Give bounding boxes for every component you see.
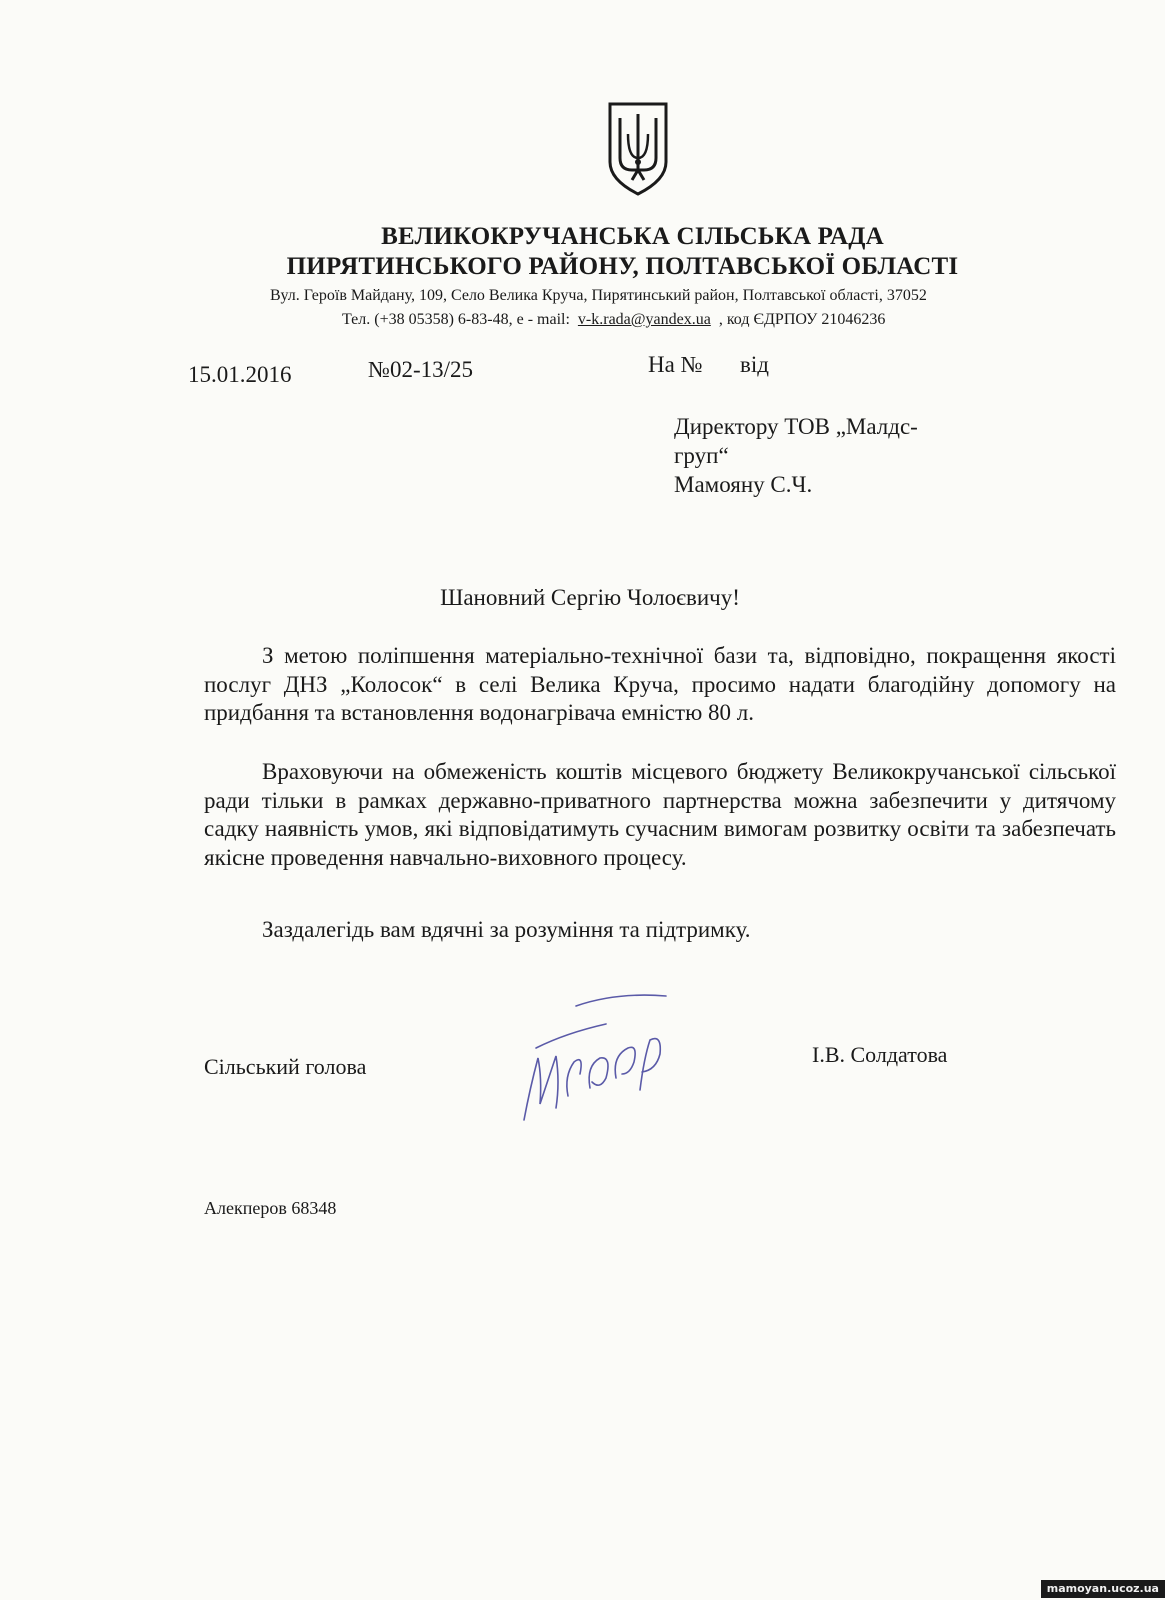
executor-note: Алекперов 68348	[204, 1198, 337, 1218]
phone-text: Тел. (+38 05358) 6-83-48, е - mail:	[342, 311, 570, 328]
body-paragraph: З метою поліпшення матеріально-технічної бази та, відповідно, покращення якості послуг ДНЗ „Колосок“ в селі Велика Круча, просимо надати благодійну допомогу на придбання та встановлення водонагрівача емністю 80 л.	[204, 643, 1116, 725]
organization-contacts	[342, 311, 885, 329]
organization-district: ПИРЯТИНСЬКОГО РАЙОНУ, ПОЛТАВСЬКОЇ ОБЛАСТІ	[286, 253, 959, 280]
signatory-name: І.В. Солдатова	[812, 1042, 948, 1067]
site-watermark: mamoyan.ucoz.ua	[1041, 1580, 1165, 1598]
body-paragraph: Враховуючи на обмеженість коштів місцевого бюджету Великокручанської сільської ради тільки в рамках державно-приватного партнерства можна забезпечити у дитячому садку наявність умов, які відповідатимуть сучасним вимогам розвитку освіти та забезпечать якісне проведення навчально-виховного процесу.	[204, 759, 1116, 870]
handwritten-signature	[516, 978, 706, 1128]
organization-name: ВЕЛИКОКРУЧАНСЬКА СІЛЬСЬКА РАДА	[381, 223, 884, 250]
letter-date: 15.01.2016	[188, 362, 292, 387]
signatory-title: Сільський голова	[204, 1054, 367, 1079]
addressee-name: Мамояну С.Ч.	[674, 472, 813, 497]
registry-code: , код ЄДРПОУ 21046236	[718, 311, 886, 328]
addressee-line: Директору ТОВ „Малдс-	[674, 414, 918, 439]
letter-number: №02-13/25	[368, 357, 473, 382]
greeting: Шановний Сергію Чолоєвичу!	[440, 585, 740, 610]
body-paragraph: Заздалегідь вам вдячні за розуміння та підтримку.	[262, 917, 751, 942]
trident-emblem-icon	[606, 100, 670, 198]
email-link[interactable]: v-k.rada@yandex.ua	[577, 311, 711, 328]
reply-to-number: На №	[648, 352, 703, 377]
organization-address: Вул. Героїв Майдану, 109, Село Велика Круча, Пирятинський район, Полтавської області, 37052	[270, 287, 927, 304]
addressee-line: груп“	[674, 443, 729, 468]
reply-to-date: від	[740, 352, 769, 377]
